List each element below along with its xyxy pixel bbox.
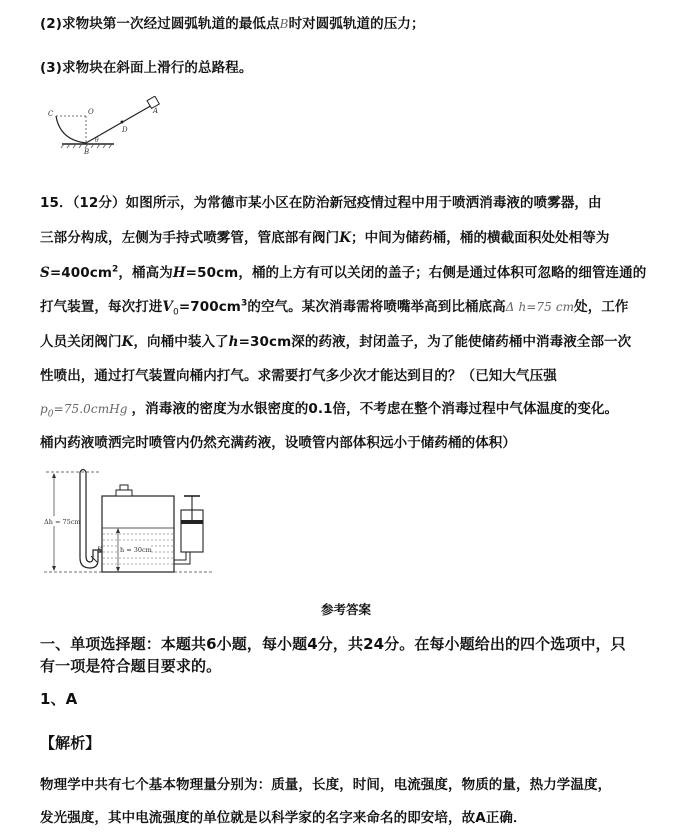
label-dh: Δh = 75cm	[44, 518, 81, 526]
q15-line-1: 15．（12分）如图所示，为常德市某小区在防治新冠疫情过程中用于喷洒消毒液的喷雾器，由	[40, 195, 602, 211]
q15-line-4: 打气装置，每次打进$V_0=700cm^3$的空气。某次消毒需将喷嘴举高到比桶底高Δ h=75 cm处，工作	[40, 298, 629, 318]
label-b: B	[84, 148, 90, 156]
analysis-label: 【解析】	[40, 734, 101, 752]
label-d: D	[122, 126, 128, 134]
q14-figure	[40, 96, 190, 158]
var-b: B	[279, 17, 289, 31]
q15-line-8: 桶内药液喷洒完时喷管内仍然充满药液，设喷管内部体积远小于储药桶的体积）	[40, 435, 516, 451]
q14-part2: (2)求物块第一次经过圆弧轨道的最低点B时对圆弧轨道的压力；	[40, 16, 425, 32]
label-theta: θ	[95, 137, 99, 144]
answers-title: 参考答案	[320, 602, 371, 617]
label-k: K	[97, 546, 103, 554]
explanation-line-1: 物理学中共有七个基本物理量分别为：质量，长度，时间，电流强度，物质的量，热力学温度，	[40, 777, 612, 793]
section1-line-2: 有一项是符合题目要求的。	[40, 657, 222, 675]
q15-line-6: 性喷出，通过打气装置向桶内打气。求需要打气多少次才能达到目的？（已知大气压强	[40, 368, 557, 384]
q14-part3: (3)求物块在斜面上滑行的总路程。	[40, 60, 253, 76]
label-c: C	[48, 110, 54, 118]
q15-line-7: $p_0=75.0cmHg$ ，消毒液的密度为水银密度的0.1倍，不考虑在整个消毒过程中气体温度的变化。	[40, 401, 619, 420]
q15-line-5: 人员关闭阀门K，向桶中装入了h=30cm深的药液，封闭盖子，为了能使储药桶中消毒液全部一次	[40, 334, 632, 350]
label-h: h = 30cm	[120, 546, 152, 554]
q15-line-3: $S=400cm^2$，桶高为H=50cm，桶的上方有可以关闭的盖子；右侧是通过体积可忽略的细管连通的	[40, 264, 647, 281]
q15-line-2: 三部分构成，左侧为手持式喷雾管，管底部有阀门K；中间为储药桶，桶的横截面积处处相等为	[40, 230, 610, 246]
label-o: O	[88, 108, 94, 116]
label-a: A	[153, 107, 159, 115]
section1-line-1: 一、单项选择题：本题共6小题，每小题4分，共24分。在每小题给出的四个选项中，只	[40, 635, 626, 653]
explanation-line-2: 发光强度，其中电流强度的单位就是以科学家的名字来命名的即安培，故A正确．	[40, 810, 527, 826]
answer-item-1: 1、A	[40, 690, 78, 708]
q15-figure	[40, 466, 220, 578]
